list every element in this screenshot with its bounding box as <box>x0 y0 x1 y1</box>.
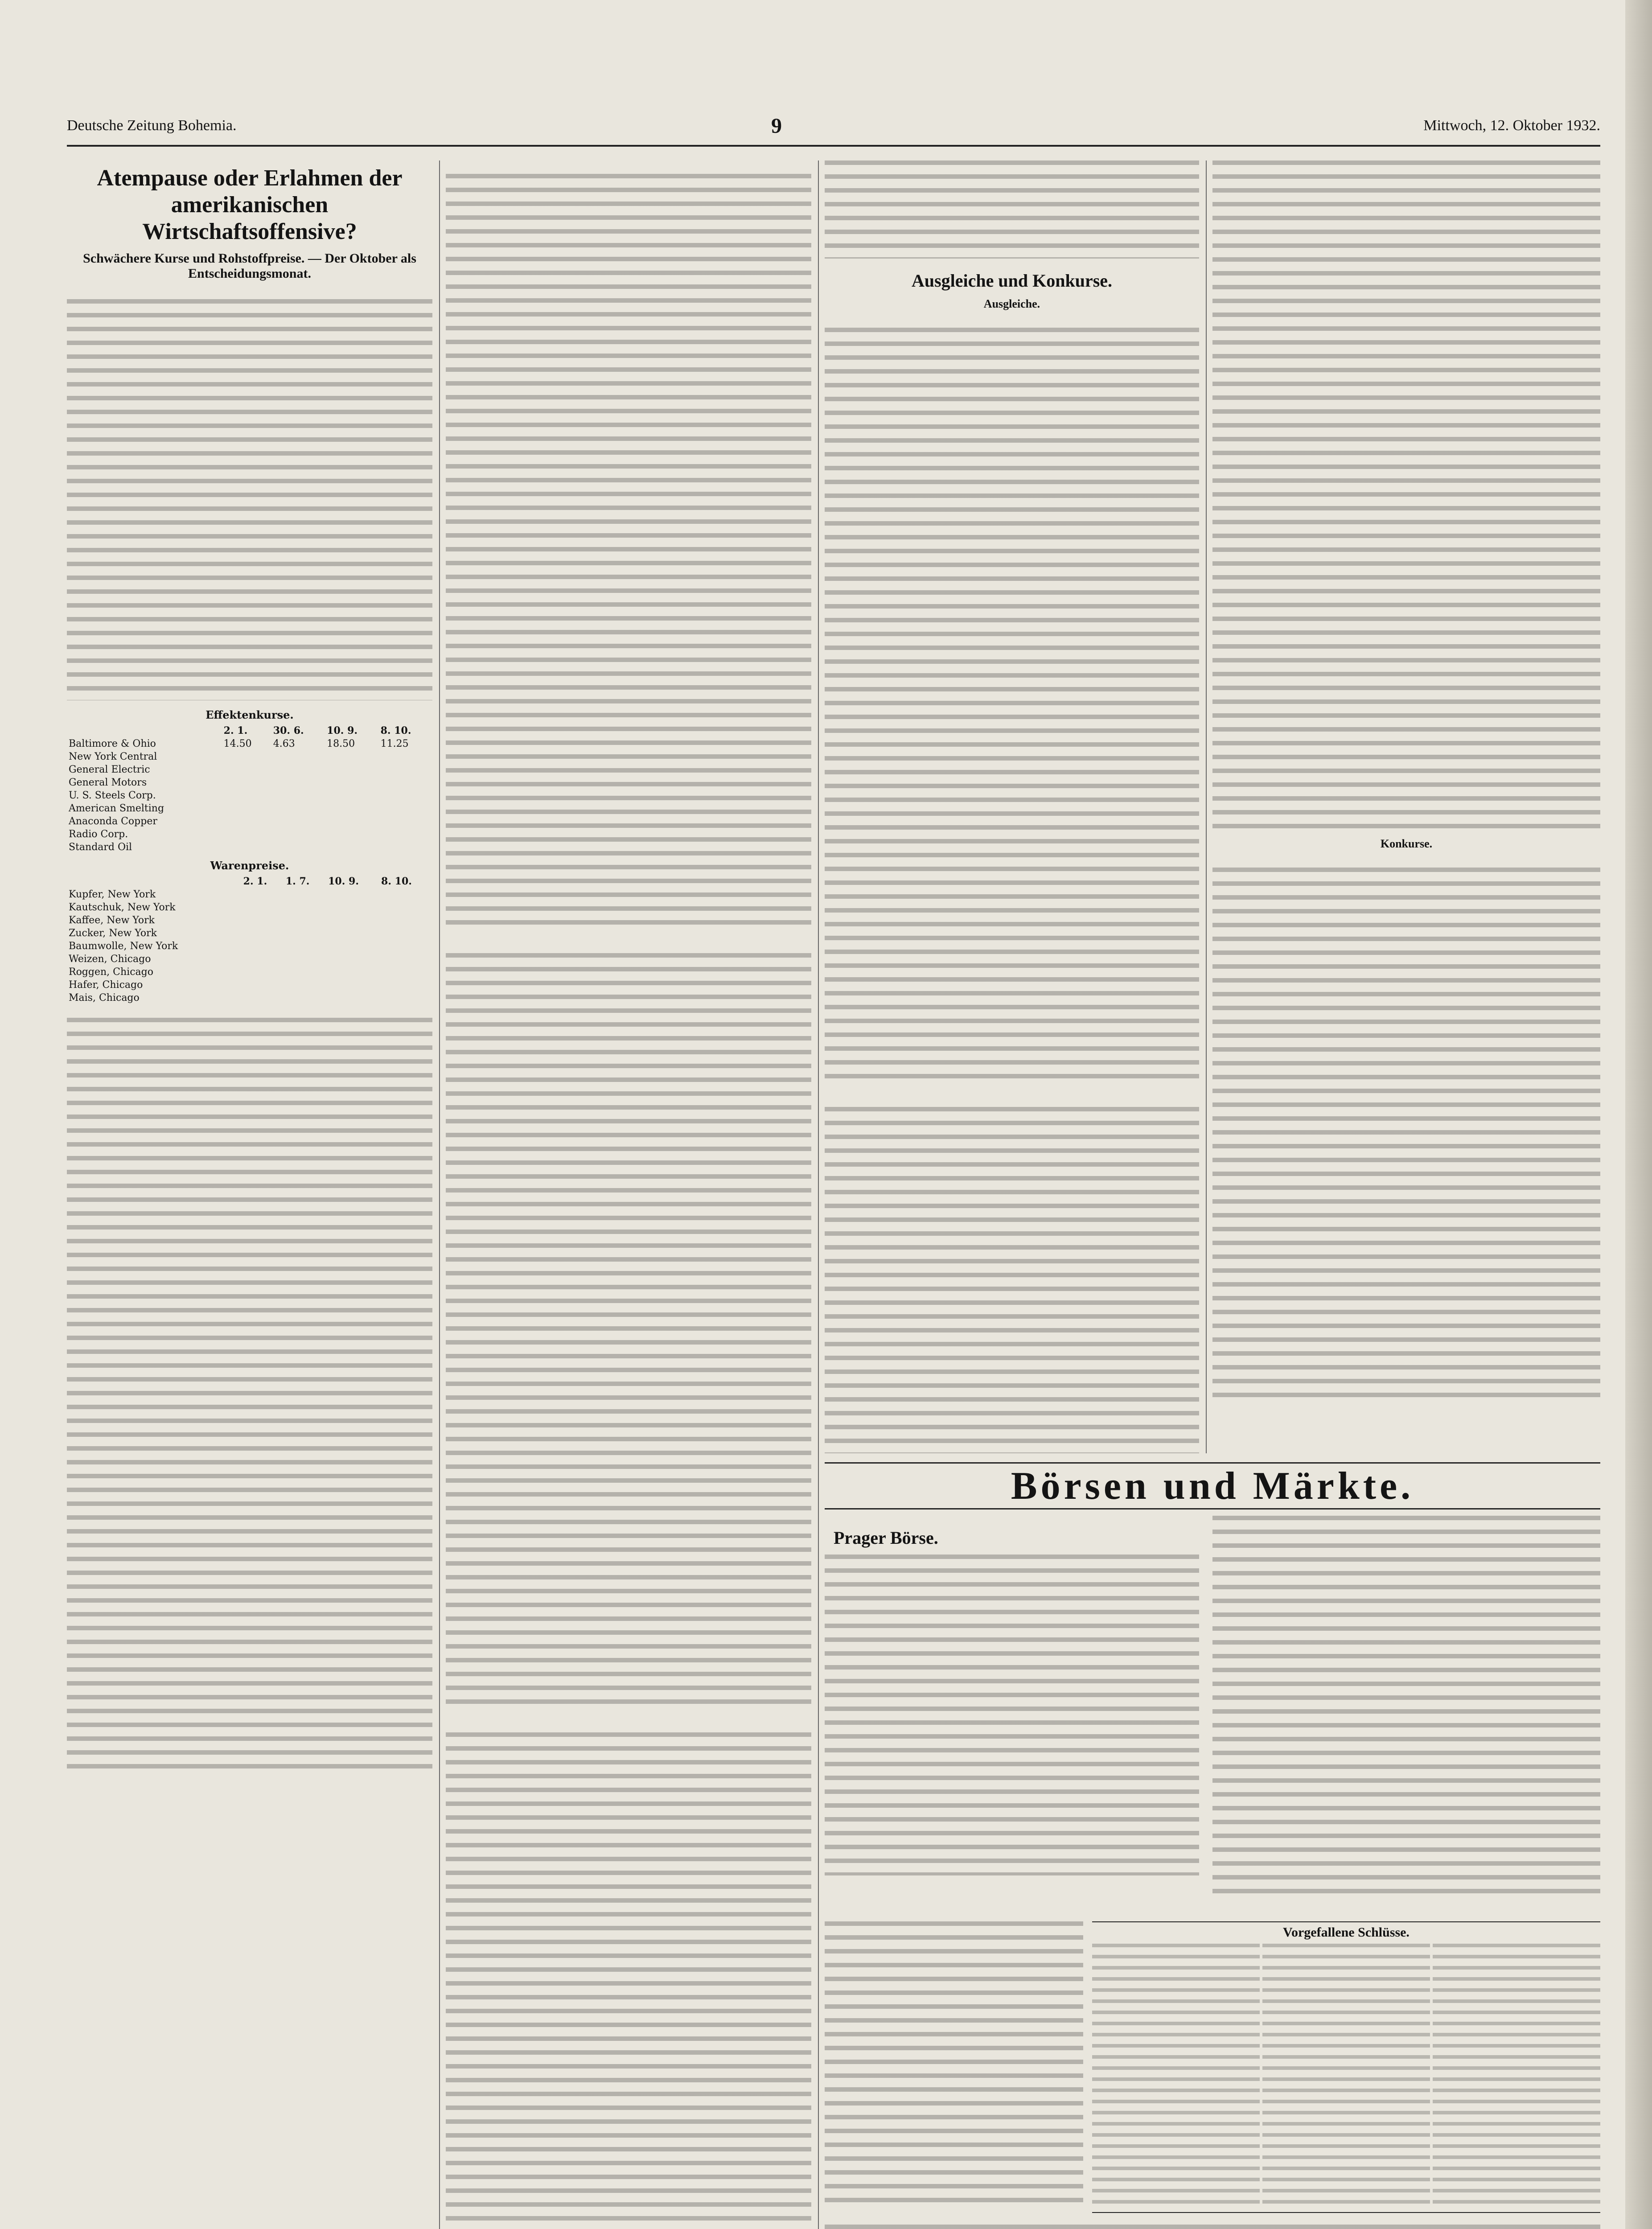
table-row <box>67 789 432 802</box>
table-row <box>67 953 432 966</box>
table-cell: Mais, Chicago <box>69 992 140 1004</box>
ausgleiche-subtitle: Ausgleiche. <box>983 297 1040 310</box>
ausgleiche-text-block <box>825 328 1199 1086</box>
effekten-header: 30. 6. <box>273 725 304 737</box>
table-cell: Kautschuk, New York <box>69 902 176 913</box>
table-row <box>67 940 432 953</box>
ausgleiche-section-title: Ausgleiche und Konkurse. <box>911 271 1113 291</box>
article-body <box>825 1094 1199 1102</box>
vorgefallene-column <box>1262 1944 1430 2208</box>
waren-header: 1. 7. <box>285 876 310 888</box>
article-subhead: Schwächere Kurse und Rohstoffpreise. — Der Oktober als Entscheidungsmonat. <box>83 251 416 281</box>
waren-table-title: Warenpreise. <box>210 859 289 872</box>
article-body <box>825 314 1199 323</box>
waren-table <box>67 875 432 1004</box>
market-text-block <box>825 160 1199 259</box>
column-4 <box>1212 160 1600 1453</box>
konkurse-text-block <box>1212 868 1600 1402</box>
table-row <box>67 815 432 828</box>
column-1 <box>67 160 432 2229</box>
article-body <box>446 1719 811 1728</box>
table-cell: Hafer, Chicago <box>69 979 143 991</box>
column-rule <box>1206 160 1207 1453</box>
table-cell: 4.63 <box>273 738 295 750</box>
prager-boerse-text-block <box>825 1555 1199 1875</box>
article-headline: Atempause oder Erlahmen der amerikanischen Wirtschaftsoffensive? <box>97 165 403 244</box>
table-cell: Kaffee, New York <box>69 915 155 926</box>
effekten-header: 8. 10. <box>380 725 411 737</box>
staatsanleihen-text-block <box>825 2225 1600 2229</box>
waren-header: 2. 1. <box>243 876 267 888</box>
table-cell: Anaconda Copper <box>69 816 157 827</box>
masthead-date: Mittwoch, 12. Oktober 1932. <box>1423 117 1600 134</box>
table-cell: Baltimore & Ohio <box>69 738 156 750</box>
article-body-text-block <box>446 174 811 932</box>
table-cell: 11.25 <box>380 738 409 750</box>
table-cell: 14.50 <box>223 738 252 750</box>
vorgefallene-schluesse-box <box>1092 1921 1600 2213</box>
table-row <box>67 802 432 815</box>
table-row <box>67 776 432 789</box>
table-cell: Radio Corp. <box>69 829 128 840</box>
table-cell: New York Central <box>69 751 157 763</box>
table-row <box>67 979 432 991</box>
table-cell: Standard Oil <box>69 842 132 853</box>
waren-header <box>67 875 242 888</box>
table-cell: U. S. Steels Corp. <box>69 790 156 802</box>
effekten-table <box>67 724 432 854</box>
effekten-header: 10. 9. <box>327 725 358 737</box>
table-cell: General Electric <box>69 764 150 776</box>
table-cell: Baumwolle, New York <box>69 941 178 952</box>
vorgefallene-column <box>1092 1944 1260 2208</box>
prager-boerse-text-block <box>1212 1516 1600 1899</box>
article-body <box>446 160 811 169</box>
ausgleiche-continued-text-block <box>1212 160 1600 829</box>
article-body <box>67 1004 432 1013</box>
table-cell: 18.50 <box>327 738 355 750</box>
table-row <box>67 966 432 979</box>
price-list-text-block <box>825 1921 1083 2207</box>
column-3 <box>825 160 1199 1453</box>
article-body-text-block <box>446 953 811 1711</box>
effekten-header: 2. 1. <box>223 725 248 737</box>
table-cell: General Motors <box>69 777 147 789</box>
table-cell: Kupfer, New York <box>69 889 156 901</box>
boersen-section-band <box>825 1462 1600 1509</box>
table-row <box>67 991 432 1004</box>
table-row <box>67 927 432 940</box>
table-cell: Weizen, Chicago <box>69 954 151 965</box>
konkurse-title: Konkurse. <box>1380 837 1433 850</box>
table-row <box>67 888 432 901</box>
staatsanleihen-block <box>825 2225 1600 2229</box>
article-body <box>1212 1411 1600 1419</box>
table-cell: Roggen, Chicago <box>69 966 153 978</box>
table-row <box>67 763 432 776</box>
ausgleiche-text-block <box>825 1107 1199 1453</box>
column-rule <box>818 160 819 2229</box>
article-body <box>67 1784 432 1793</box>
masthead-title: Deutsche Zeitung Bohemia. <box>67 117 237 134</box>
table-row <box>67 828 432 841</box>
article-body-text-block <box>67 1018 432 1776</box>
vorgefallene-column <box>1433 1944 1600 2208</box>
article-body <box>67 286 432 295</box>
table-row <box>67 737 432 750</box>
article-body-text-block <box>67 299 432 700</box>
prager-boerse-column <box>825 1516 1199 1917</box>
page-number: 9 <box>771 114 782 138</box>
article-body <box>1212 854 1600 863</box>
prager-boerse-column-2 <box>1212 1516 1600 1917</box>
table-row <box>67 750 432 763</box>
left-price-list <box>825 1921 1083 2211</box>
table-row <box>67 901 432 914</box>
article-body <box>446 940 811 949</box>
effekten-table-title: Effektenkurse. <box>205 708 294 722</box>
waren-header: 8. 10. <box>381 876 412 888</box>
column-2 <box>446 160 811 2229</box>
table-cell: Zucker, New York <box>69 928 157 939</box>
table-row <box>67 914 432 927</box>
column-rule <box>439 160 440 2229</box>
boersen-section-title: Börsen und Märkte. <box>1011 1464 1414 1508</box>
table-row <box>67 841 432 854</box>
prager-boerse-title: Prager Börse. <box>834 1528 938 1548</box>
vorgefallene-schluesse-title: Vorgefallene Schlüsse. <box>1283 1925 1410 1940</box>
effekten-header <box>67 724 222 737</box>
article-body-text-block <box>446 1732 811 2229</box>
waren-header: 10. 9. <box>328 876 359 888</box>
masthead <box>67 114 1600 147</box>
page-edge-shadow <box>1625 0 1652 2229</box>
table-cell: American Smelting <box>69 803 164 814</box>
